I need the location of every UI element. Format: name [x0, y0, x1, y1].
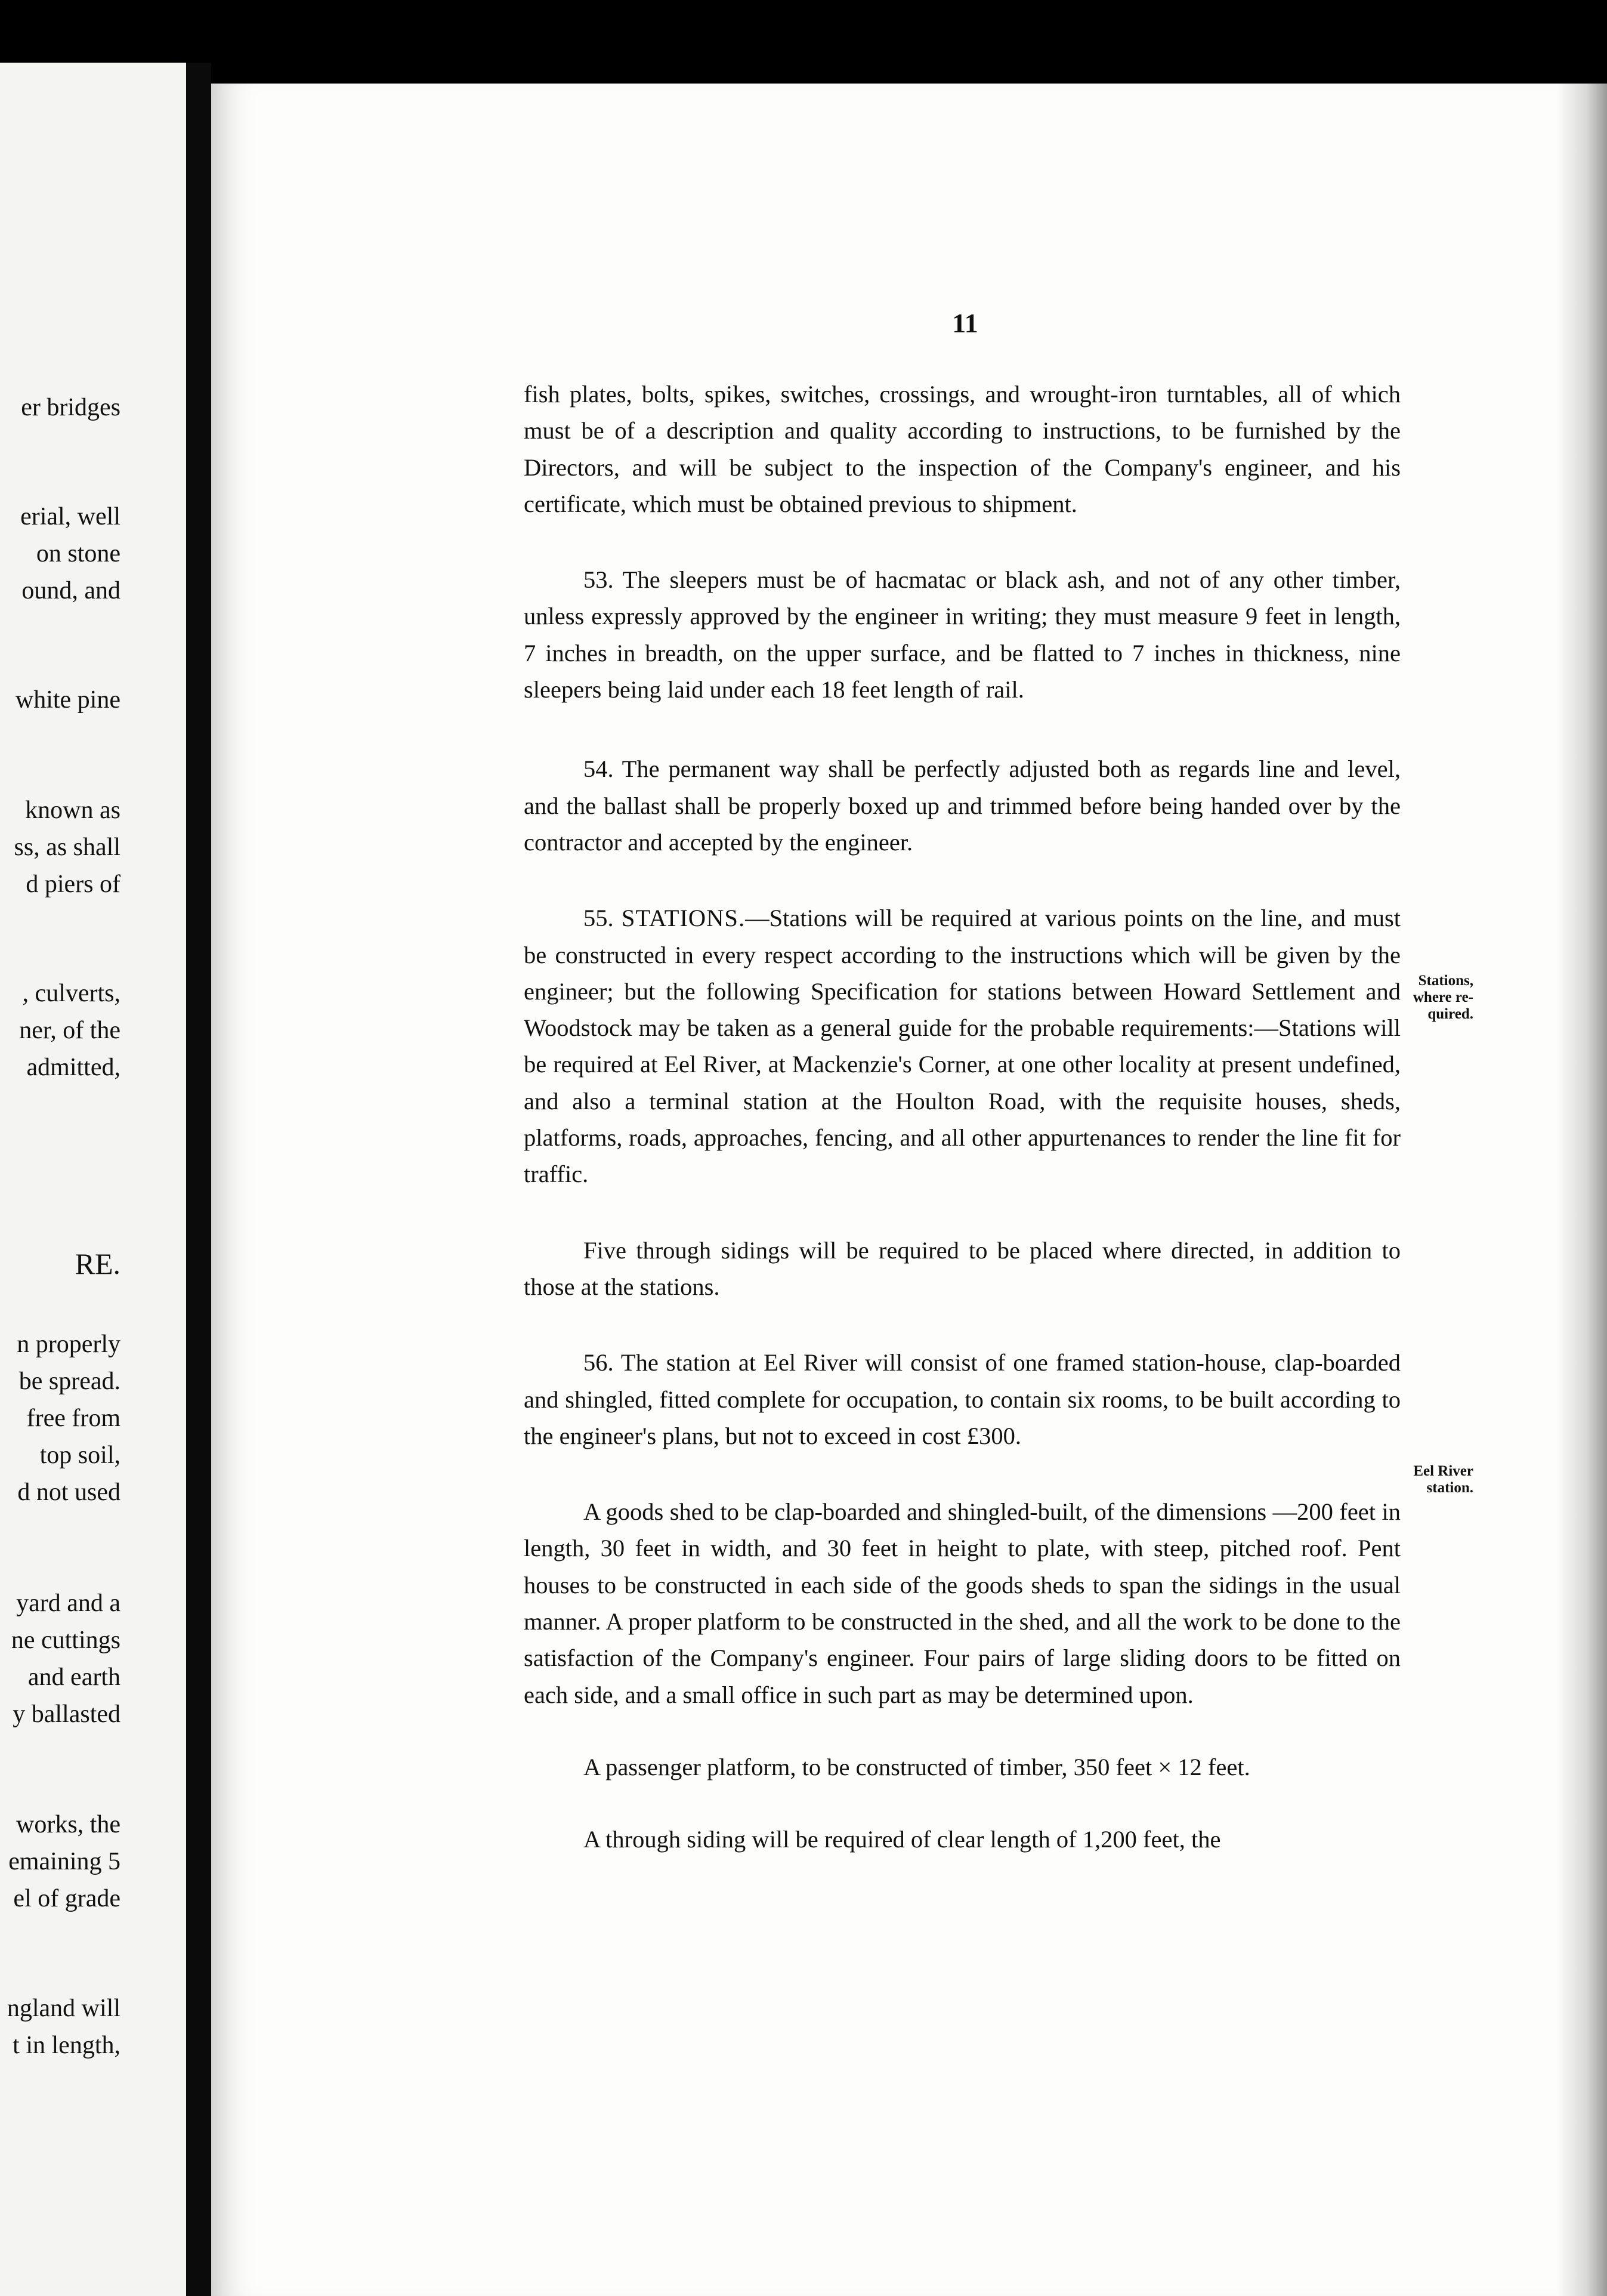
sidenote-line: quired. — [1427, 1006, 1473, 1022]
left-page-line: d piers of — [26, 871, 120, 898]
sidenote-line: where re- — [1413, 989, 1473, 1005]
left-page-line: be spread. — [18, 1368, 120, 1395]
paragraph-54: 54. The permanent way shall be perfectly adjusted both as regards line and level, and the ballast shall be properly boxed up and trimmed before being handed over by the contractor and accepted by the engineer. — [524, 755, 1401, 856]
left-page-line: known as — [25, 797, 120, 824]
paragraph-sidings: Five through sidings will be required to be placed where directed, in addition to those at the stations. — [524, 1236, 1401, 1300]
paragraph-continued: fish plates, bolts, spikes, switches, crossings, and wrought-iron turntables, all of which must be of a description and quality according to instructions, to be furnished by the Directors, and will be subject to the inspection of the Company's engineer, and his certificate, which must be obtained previous to shipment. — [524, 381, 1401, 517]
left-page-line: emaining 5 — [8, 1848, 120, 1875]
left-page-line: y ballasted — [13, 1701, 120, 1728]
sidenote-line: Stations, — [1418, 973, 1473, 989]
sidenote-stations — [1408, 973, 1473, 1023]
left-page — [0, 63, 186, 2296]
sidenote-line: Eel River — [1413, 1463, 1473, 1479]
left-page-line: erial, well — [20, 503, 120, 530]
left-page-line: d not used — [17, 1479, 120, 1506]
left-page-line: er bridges — [21, 394, 120, 421]
stations-heading: STATIONS. — [621, 905, 746, 932]
left-page-line: ngland will — [7, 1995, 120, 2022]
body-text — [524, 376, 1401, 1858]
left-page-line: and earth — [27, 1664, 120, 1691]
paragraph-53: 53. The sleepers must be of hacmatac or black ash, and not of any other timber, unless expressly approved by the engineer in writing; they must measure 9 feet in length, 7 inches in breadth, on the upper surface, and be flatted to 7 inches in thickness, nine sleepers being laid under each 18 feet length of rail. — [524, 566, 1401, 703]
left-page-line: n properly — [17, 1331, 120, 1358]
left-page-line: yard and a — [16, 1590, 120, 1617]
left-page-line: top soil, — [39, 1442, 120, 1469]
left-page-line: admitted, — [26, 1054, 120, 1081]
page-edge-shadow — [1556, 84, 1607, 2296]
left-page-line: ne cuttings — [11, 1627, 120, 1654]
page-number: 11 — [952, 308, 978, 338]
page-gutter — [186, 63, 211, 2296]
left-page-line: t in length, — [13, 2032, 120, 2059]
left-page-line: free from — [26, 1405, 120, 1432]
paragraph-55: 55. STATIONS.—Stations will be required at various points on the line, and must be constructed in every respect according to the instructions which will be given by the engineer; but the following Specification for stations between Howard Settlement and Woodstock may be taken as a general guide for the probable requirements:—Stations will be required at Eel River, at Mackenzie's Corner, at one other locality at present undefined, and also a terminal station at the Houlton Road, with the requisite houses, sheds, platforms, roads, approaches, fencing, and all other appurtenances to render the line fit for traffic. — [524, 905, 1401, 1188]
paragraph-through-siding: A through siding will be required of clear length of 1,200 feet, the — [583, 1826, 1221, 1853]
left-page-line: works, the — [16, 1811, 120, 1838]
left-page-line: RE. — [75, 1247, 120, 1280]
left-page-line: ner, of the — [19, 1017, 120, 1044]
left-page-line: white pine — [15, 686, 120, 714]
paragraph-goods-shed: A goods shed to be clap-boarded and shingled-built, of the dimensions —200 feet in length, 30 feet in width, and 30 feet in height to plate, with steep, pitched roof. Pent houses to be constructed in each side of the goods sheds to span the sidings in the usual manner. A proper platform to be constructed in the shed, and all the work to be done to the satisfaction of the Company's engineer. Four pairs of large sliding doors to be fitted on each side, and a small office in such part as may be determined upon. — [524, 1498, 1401, 1708]
sidenote-line: station. — [1426, 1480, 1473, 1496]
left-page-line: ss, as shall — [14, 834, 120, 861]
sidenote-eel-river — [1408, 1463, 1473, 1496]
paragraph-passenger-platform: A passenger platform, to be constructed of timber, 350 feet × 12 feet. — [583, 1753, 1250, 1780]
left-page-line: on stone — [36, 540, 120, 567]
left-page-line: , culverts, — [22, 980, 120, 1007]
paragraph-56: 56. The station at Eel River will consist of one framed station-house, clap-boarded and shingled, fitted complete for occupation, to contain six rooms, to be built according to the engineer's plans, but not to exceed in cost £300. — [524, 1349, 1401, 1449]
left-page-line: ound, and — [21, 577, 120, 604]
left-page-line: el of grade — [13, 1885, 120, 1912]
